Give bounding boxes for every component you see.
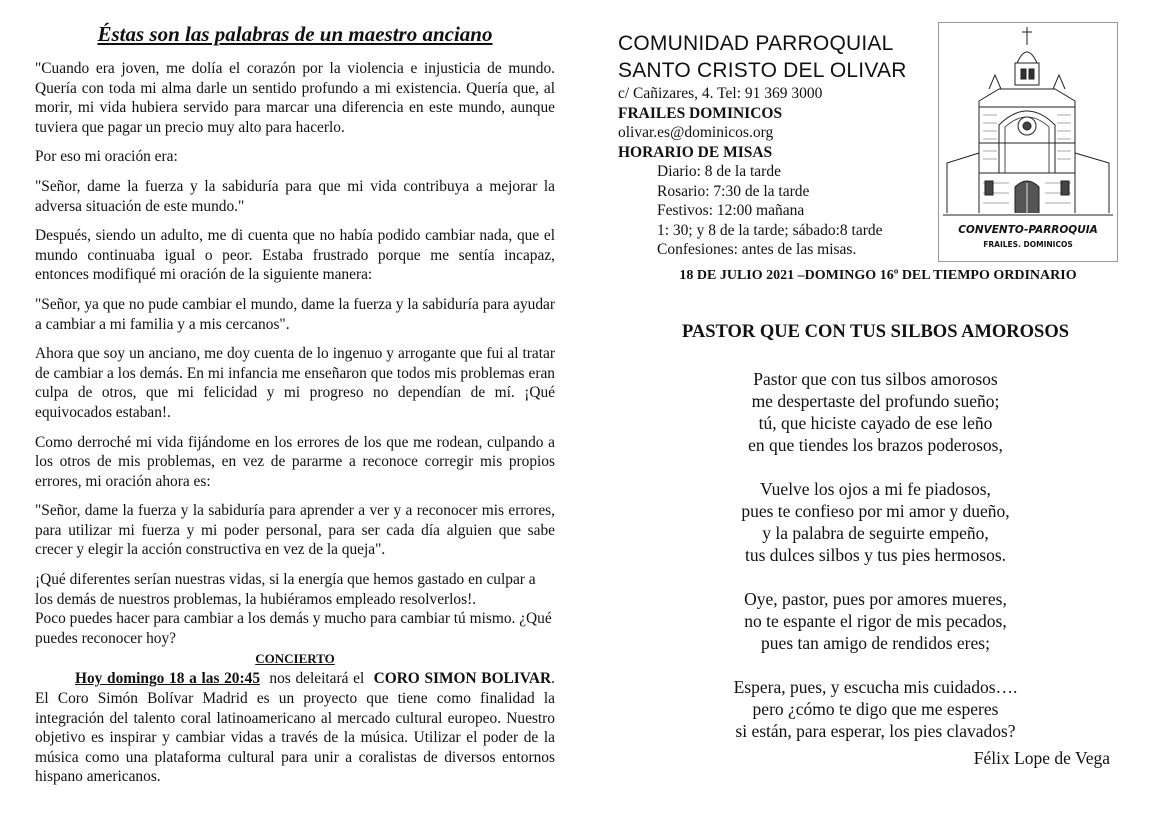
concert-title: CONCIERTO: [255, 651, 335, 667]
poem-line: tú, que hiciste cayado de ese leño: [758, 413, 993, 433]
schedule-item: Confesiones: antes de las misas.: [657, 241, 857, 258]
poem-author: Félix Lope de Vega: [973, 748, 1110, 768]
poem-line: tus dulces silbos y tus pies hermosos.: [744, 545, 1007, 565]
paragraph: "Cuando era joven, me dolía el corazón por la violencia e injusticia de mundo. Quería con toda mi alma darle un sentido profundo a mi existencia. Quería que, al morir, mi vida hubiera servido para marcar una diferencia en este mundo, aunque tuviera que pagar un precio muy alto para hacerlo.: [35, 60, 555, 136]
org-name-line1: COMUNIDAD PARROQUIAL: [618, 32, 894, 55]
article-title: Éstas son las palabras de un maestro anciano: [97, 22, 493, 46]
concert-choir: CORO SIMON BOLIVAR: [373, 670, 552, 688]
schedule-item: Diario: 8 de la tarde: [657, 163, 781, 180]
poem-line: en que tiendes los brazos poderosos,: [748, 435, 1003, 455]
schedule-item: Festivos: 12:00 mañana: [657, 202, 805, 219]
poem-line: Vuelve los ojos a mi fe piadosos,: [760, 479, 991, 499]
poem-line: Oye, pastor, pues por amores mueres,: [744, 589, 1007, 609]
paragraph: Después, siendo un adulto, me di cuenta que no había podido cambiar nada, que el mundo continuaba igual o peor. Estaba frustrado porque me sentía incapaz, entonces modifiqué mi oración de la siguiente manera:: [35, 227, 555, 284]
parish-header: [618, 30, 938, 260]
poem-stanza: [618, 588, 1133, 654]
paragraph: Como derroché mi vida fijándome en los errores de los que me rodean, culpando a los otros de mis problemas, en vez de pararme a reconoce corregir mis propios errores, mi oración ahora es:: [35, 433, 555, 490]
poem-line: me despertaste del profundo sueño;: [751, 391, 1000, 411]
paragraph: Poco puedes hacer para cambiar a los demás y mucho para cambiar tú mismo. ¿Qué puedes reconocer hoy?: [35, 610, 552, 647]
church-drawing: [938, 22, 1118, 262]
poem-body: [618, 368, 1133, 764]
poem-line: pues tan amigo de rendidos eres;: [761, 633, 990, 653]
date-line: 18 DE JULIO 2021 –DOMINGO 16º DEL TIEMPO ORDINARIO: [679, 268, 1077, 283]
email: olivar.es@dominicos.org: [618, 124, 774, 141]
poem-line: pues te confieso por mi amor y dueño,: [741, 501, 1010, 521]
paragraph: "Señor, dame la fuerza y la sabiduría para aprender a ver y a reconocer mis errores, para utilizar mi fuerza y mi poder personal, para ser cada día alguien que sabe crecer y elegir la acción constructiva en vez de la queja".: [35, 502, 555, 559]
paragraph: Por eso mi oración era:: [35, 148, 178, 166]
concert-middle: nos deleitará el: [269, 670, 365, 688]
friars: FRAILES DOMINICOS: [618, 104, 783, 122]
poem-title: PASTOR QUE CON TUS SILBOS AMOROSOS: [681, 322, 1070, 342]
address: c/ Cañizares, 4. Tel: 91 369 3000: [618, 85, 823, 102]
poem-line: Pastor que con tus silbos amorosos: [753, 369, 998, 389]
poem-line: si están, para esperar, los pies clavados?: [735, 721, 1016, 741]
poem-stanza: [618, 478, 1133, 566]
schedule-title: HORARIO DE MISAS: [618, 143, 773, 161]
church-sketch-icon: [939, 23, 1117, 261]
poem-stanza: [618, 368, 1133, 456]
paragraph: Ahora que soy un anciano, me doy cuenta de lo ingenuo y arrogante que fui al tratar de cambiar a los demás. En mi infancia me enseñaron que todos mis problemas eran culpa de otros, que mi felicidad y mi progreso no dependían de mí. ¡Qué equivocados estaban!.: [35, 345, 555, 421]
left-column: [35, 22, 555, 797]
drawing-caption: CONVENTO-PARROQUIA: [958, 224, 1098, 236]
poem-stanza: [618, 676, 1133, 742]
poem-line: no te espante el rigor de mis pecados,: [744, 611, 1007, 631]
drawing-caption-sub: FRAILES. DOMINICOS: [983, 240, 1073, 249]
concert-highlight: Hoy domingo 18 a las 20:45: [75, 670, 261, 688]
paragraph: "Señor, dame la fuerza y la sabiduría para que mi vida contribuya a mejorar la adversa situación de este mundo.": [35, 177, 555, 215]
poem-line: pero ¿cómo te digo que me esperes: [752, 699, 999, 719]
schedule-item: Rosario: 7:30 de la tarde: [657, 182, 810, 200]
paragraph: "Señor, ya que no pude cambiar el mundo, dame la fuerza y la sabiduría para ayudar a cambiar a mi familia y a mis cercanos".: [35, 295, 555, 333]
schedule-item: 1: 30; y 8 de la tarde; sábado:8 tarde: [657, 221, 883, 239]
concert-text: [35, 669, 555, 787]
poem-line: y la palabra de seguirte empeño,: [762, 523, 989, 543]
org-name-line2: SANTO CRISTO DEL OLIVAR: [618, 59, 907, 82]
paragraph: ¡Qué diferentes serían nuestras vidas, si la energía que hemos gastado en culpar a los demás de nuestros problemas, la hubiéramos empleado resolverlos!.: [35, 571, 536, 608]
poem-line: Espera, pues, y escucha mis cuidados….: [733, 677, 1018, 697]
concert-rest: . El Coro Simón Bolívar Madrid es un proyecto que tiene como finalidad la integración del talento coral latinoamericano al mercado cultural europeo. Nuestro objetivo es inspirar y cambiar vidas a través de la música. Utilizar el poder de la música como una plataforma cultural para unir a coralistas de diversos entornos hispano americanos.: [35, 670, 556, 786]
